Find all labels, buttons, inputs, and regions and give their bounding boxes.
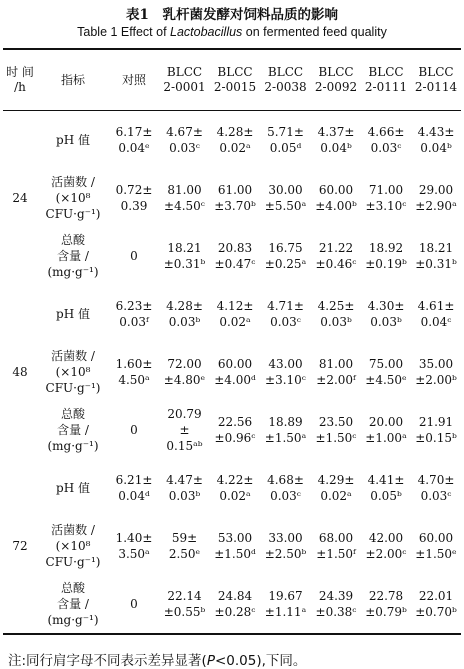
header-strain: BLCC 2-0114 [414, 65, 458, 94]
strain-value-cell: 22.56 ±0.96ᶜ [214, 415, 256, 445]
strain-value-cell: 20.83 ±0.47ᶜ [214, 241, 256, 271]
strain-value-cell: 22.78 ±0.79ᵇ [365, 589, 407, 619]
strain-value-cell: 60.00 ±4.00ᵇ [315, 183, 357, 213]
strain-value-cell: 4.12± 0.02ᵃ [216, 299, 254, 329]
strain-value-cell: 71.00 ±3.10ᶜ [365, 183, 407, 213]
strain-value-cell: 4.68± 0.03ᶜ [267, 473, 304, 503]
strain-value-cell: 24.39 ±0.38ᶜ [315, 589, 357, 619]
control-value-cell: 6.23± 0.03ᶠ [115, 299, 153, 329]
control-value-cell: 6.21± 0.04ᵈ [115, 473, 153, 503]
control-value-cell: 6.17± 0.04ᵉ [115, 125, 153, 155]
indicator-cell: pH 值 [56, 133, 90, 147]
indicator-cell: 活菌数 / (×10⁸ CFU·g⁻¹) [45, 349, 101, 395]
strain-value-cell: 4.28± 0.02ᵃ [216, 125, 254, 155]
strain-value-cell: 18.21 ±0.31ᵇ [415, 241, 457, 271]
strain-value-cell: 81.00 ±2.00ᶠ [316, 357, 356, 387]
strain-value-cell: 4.25± 0.03ᵇ [317, 299, 355, 329]
strain-value-cell: 4.28± 0.03ᵇ [166, 299, 203, 329]
header-strain: BLCC 2-0001 [163, 65, 206, 94]
strain-value-cell: 81.00 ±4.50ᶜ [164, 183, 205, 213]
table-row [3, 169, 461, 227]
header-strain: BLCC 2-0092 [314, 65, 358, 94]
strain-value-cell: 4.22± 0.02ᵃ [216, 473, 254, 503]
control-value-cell: 0.72± 0.39 [115, 183, 153, 213]
header-indicator: 指标 [60, 72, 85, 87]
table-title-en [0, 24, 464, 41]
title-en-suffix: on fermented feed quality [242, 25, 387, 39]
time-cell: 72 [12, 538, 28, 553]
table-title-cn: 表1 乳杆菌发酵对饲料品质的影响 [126, 7, 338, 23]
control-value-cell: 0 [130, 249, 138, 263]
document-page [0, 6, 464, 669]
strain-value-cell: 4.71± 0.03ᶜ [267, 299, 304, 329]
table-row [3, 459, 461, 517]
control-value-cell: 1.40± 3.50ᵃ [115, 531, 153, 561]
strain-value-cell: 4.61± 0.04ᶜ [417, 299, 455, 329]
footnote-text-end: <0.05),下同。 [214, 653, 307, 669]
strain-value-cell: 5.71± 0.05ᵈ [267, 125, 304, 155]
strain-value-cell: 22.01 ±0.70ᵇ [415, 589, 457, 619]
title-en-prefix: Table 1 Effect of [77, 25, 171, 39]
footnote-text: 注:同行肩字母不同表示差异显著( [8, 653, 207, 669]
table-footnote [8, 649, 464, 669]
indicator-cell: 总酸 含量 / (mg·g⁻¹) [47, 233, 99, 279]
table-row [3, 575, 461, 634]
control-value-cell: 0 [130, 423, 138, 437]
strain-value-cell: 68.00 ±1.50ᶠ [316, 531, 356, 561]
strain-value-cell: 21.91 ±0.15ᵇ [415, 415, 457, 445]
data-table [3, 48, 461, 635]
footnote-p-symbol: P [206, 653, 215, 669]
strain-value-cell: 33.00 ±2.50ᵇ [264, 531, 307, 561]
strain-value-cell: 20.00 ±1.00ᵃ [365, 415, 407, 445]
table-row [3, 517, 461, 575]
table-row [3, 343, 461, 401]
strain-value-cell: 16.75 ±0.25ᵃ [264, 241, 307, 271]
indicator-cell: 总酸 含量 / (mg·g⁻¹) [47, 407, 99, 453]
indicator-cell: 活菌数 / (×10⁸ CFU·g⁻¹) [45, 175, 101, 221]
strain-value-cell: 4.43± 0.04ᵇ [417, 125, 455, 155]
strain-value-cell: 75.00 ±4.50ᵉ [365, 357, 407, 387]
time-cell: 24 [12, 190, 28, 205]
indicator-cell: 活菌数 / (×10⁸ CFU·g⁻¹) [45, 523, 101, 569]
title-en-genus: Lactobacillus [170, 25, 243, 39]
table-row [3, 401, 461, 459]
strain-value-cell: 4.47± 0.03ᵇ [166, 473, 203, 503]
strain-value-cell: 18.89 ±1.50ᵃ [264, 415, 307, 445]
header-control: 对照 [121, 72, 146, 87]
strain-value-cell: 18.92 ±0.19ᵇ [365, 241, 407, 271]
strain-value-cell: 30.00 ±5.50ᵃ [264, 183, 307, 213]
strain-value-cell: 4.37± 0.04ᵇ [317, 125, 355, 155]
header-row [3, 49, 461, 111]
strain-value-cell: 4.70± 0.03ᶜ [417, 473, 455, 503]
table-header [3, 49, 461, 111]
strain-value-cell: 4.67± 0.03ᶜ [166, 125, 203, 155]
strain-value-cell: 42.00 ±2.00ᶜ [365, 531, 407, 561]
header-strain: BLCC 2-0038 [264, 65, 307, 94]
strain-value-cell: 53.00 ±1.50ᵈ [214, 531, 256, 561]
strain-value-cell: 59± 2.50ᵉ [168, 531, 201, 561]
strain-value-cell: 60.00 ±4.00ᵈ [214, 357, 256, 387]
strain-value-cell: 19.67 ±1.11ᵃ [264, 589, 307, 619]
table-row [3, 227, 461, 285]
strain-value-cell: 4.41± 0.05ᵇ [367, 473, 405, 503]
strain-value-cell: 4.66± 0.03ᶜ [367, 125, 405, 155]
strain-value-cell: 23.50 ±1.50ᶜ [315, 415, 357, 445]
strain-value-cell: 29.00 ±2.90ᵃ [415, 183, 457, 213]
header-strain: BLCC 2-0015 [213, 65, 257, 94]
strain-value-cell: 22.14 ±0.55ᵇ [163, 589, 206, 619]
table-row [3, 285, 461, 343]
indicator-cell: pH 值 [56, 481, 90, 495]
strain-value-cell: 72.00 ±4.80ᵉ [163, 357, 206, 387]
indicator-cell: pH 值 [56, 307, 90, 321]
indicator-cell: 总酸 含量 / (mg·g⁻¹) [47, 581, 99, 627]
header-time: 时 间 /h [6, 65, 34, 94]
control-value-cell: 1.60± 4.50ᵃ [115, 357, 153, 387]
table-body [3, 111, 461, 635]
strain-value-cell: 4.29± 0.02ᵃ [317, 473, 355, 503]
strain-value-cell: 21.22 ±0.46ᶜ [315, 241, 357, 271]
strain-value-cell: 60.00 ±1.50ᵉ [415, 531, 457, 561]
strain-value-cell: 24.84 ±0.28ᶜ [214, 589, 256, 619]
strain-value-cell: 61.00 ±3.70ᵇ [214, 183, 256, 213]
strain-value-cell: 20.79 ± 0.15ᵃᵇ [166, 407, 203, 453]
strain-value-cell: 35.00 ±2.00ᵇ [415, 357, 457, 387]
strain-value-cell: 18.21 ±0.31ᵇ [163, 241, 206, 271]
strain-value-cell: 43.00 ±3.10ᶜ [265, 357, 306, 387]
strain-value-cell: 4.30± 0.03ᵇ [367, 299, 405, 329]
time-cell: 48 [12, 364, 28, 379]
header-strain: BLCC 2-0111 [364, 65, 408, 94]
table-row [3, 111, 461, 170]
control-value-cell: 0 [130, 597, 138, 611]
